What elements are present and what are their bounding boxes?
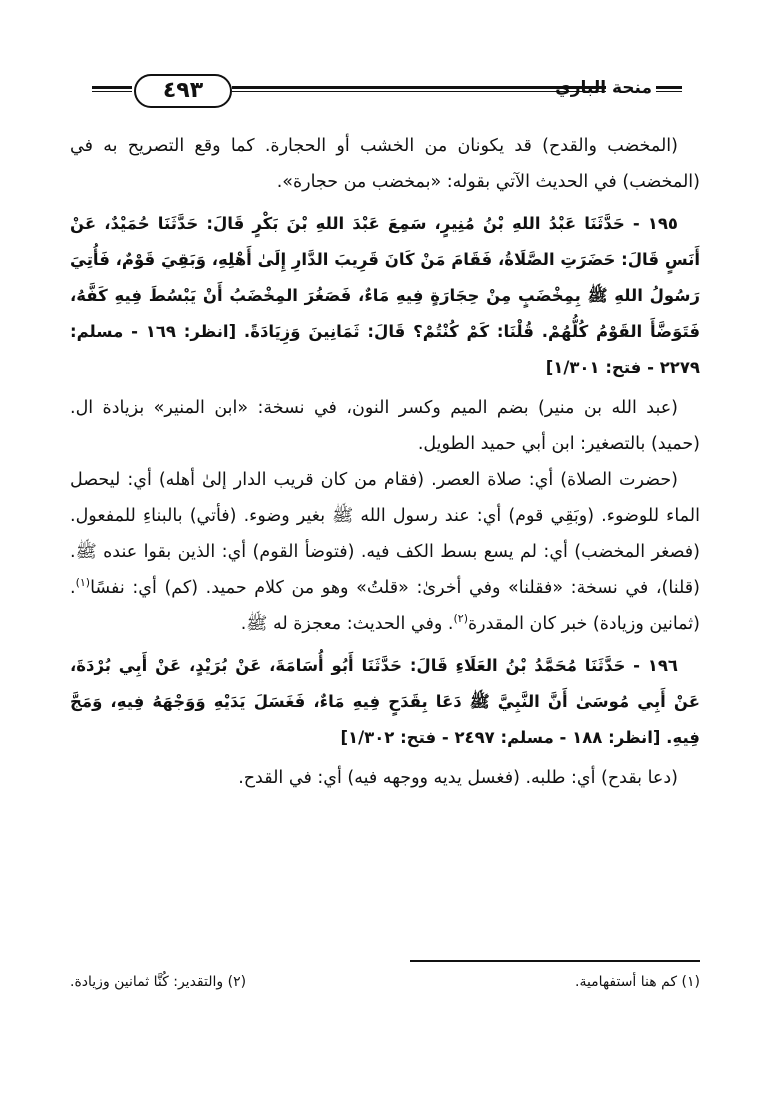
commentary-paragraph: (المخضب والقدح) قد يكونان من الخشب أو الحجارة. كما وقع التصريح به في (المخضب) في الحديث الآتي بقوله: «بمخضب من حجارة». (70, 136, 700, 192)
hadith-195: ١٩٥ - حَدَّثَنَا عَبْدُ اللهِ بْنُ مُنِيرٍ، سَمِعَ عَبْدَ اللهِ بْنَ بَكْرٍ قَالَ: حَدَّثَنَا حُمَيْدٌ، عَنْ أَنَسٍ قَالَ: حَضَرَتِ الصَّلَاةُ، فَقَامَ مَنْ كَانَ قَرِيبَ الدَّارِ إِلَىٰ أَهْلِهِ، وَبَقِيَ قَوْمٌ، فَأُتِيَ رَسُولُ اللهِ ﷺ بِمِخْضَبٍ مِنْ حِجَارَةٍ فِيهِ مَاءٌ، فَصَغُرَ المِخْضَبُ أَنْ يَبْسُطَ فِيهِ كَفَّهُ، فَتَوَضَّأَ القَوْمُ كُلُّهُمْ. قُلْنَا: كَمْ كُنْتُمْ؟ قَالَ: ثَمَانِينَ وَزِيَادَةً. [انظر: ١٦٩ - مسلم: ٢٢٧٩ - فتح: ١/٣٠١] (70, 214, 700, 377)
hadith-196: ١٩٦ - حَدَّثَنَا مُحَمَّدُ بْنُ العَلَاءِ قَالَ: حَدَّثَنَا أَبُو أُسَامَةَ، عَنْ بُرَيْدٍ، عَنْ أَبِي بُرْدَةَ، عَنْ أَبِي مُوسَىٰ أَنَّ النَّبِيَّ ﷺ دَعَا بِقَدَحٍ فِيهِ مَاءٌ، فَغَسَلَ يَدَيْهِ وَوَجْهَهُ فِيهِ، وَمَجَّ فِيهِ. [انظر: ١٨٨ - مسلم: ٢٤٩٧ - فتح: ١/٣٠٢] (70, 656, 700, 747)
book-title: منحة الباري (555, 78, 652, 98)
footnote-1: (١) كم هنا أستفهامية. (575, 974, 700, 990)
main-text (70, 128, 700, 796)
footnote-2: (٢) والتقدير: كُنَّا ثمانين وزيادة. (70, 974, 247, 990)
footnotes (70, 960, 700, 990)
commentary-paragraph: (دعا بقدح) أي: طلبه. (فغسل يديه ووجهه فيه) أي: في القدح. (238, 768, 678, 788)
commentary-text: (حضرت الصلاة) أي: صلاة العصر. (فقام من كان قريب الدار إلىٰ أهله) أي: ليحصل الماء للوضوء. (وبَقِي قوم) أي: عند رسول الله ﷺ بغير وضوء. (فأتي) بالبناءِ للمفعول. (فصغر المخضب) أي: لم يسع بسط الكف فيه. (فتوضأ القوم) أي: الذين بقوا عنده ﷺ. (قلنا)، في نسخة: «فقلنا» وفي أخرىٰ: «قلتُ» وهو من كلام حميد. (كم) أي: نفسًا (70, 470, 700, 598)
commentary-text: . وفي الحديث: معجزة له ﷺ. (240, 614, 454, 634)
header-rule-right (656, 86, 682, 92)
page-number: ٤٩٣ (134, 74, 232, 108)
header-rule-left (92, 86, 132, 92)
commentary-paragraph: (عبد الله بن منير) بضم الميم وكسر النون، في نسخة: «ابن المنير» بزيادة ال. (حميد) بالتصغير: ابن أبي حميد الطويل. (70, 398, 700, 454)
footnote-ref-1: (١) (75, 576, 91, 590)
commentary-text: . (ثمانين وزيادة) خبر كان المقدرة (70, 578, 700, 634)
footnote-divider (410, 960, 700, 962)
header-rule-middle (232, 86, 606, 92)
commentary-paragraph (70, 462, 700, 642)
footnote-ref-2: (٢) (453, 612, 468, 626)
page-header (92, 70, 682, 110)
